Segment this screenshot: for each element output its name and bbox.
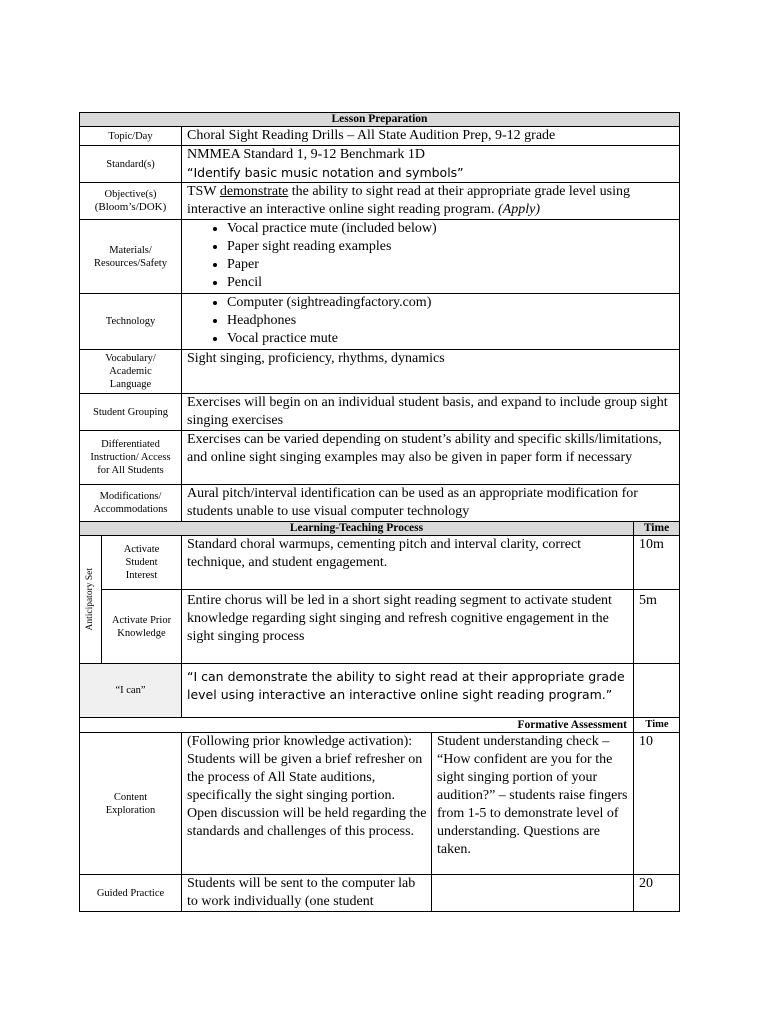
vocabulary-value: Sight singing, proficiency, rhythms, dynamics	[182, 350, 680, 394]
i-can-time	[634, 664, 680, 718]
objectives-label-line-1: Objective(s)	[104, 189, 157, 200]
lesson-preparation-title: Lesson Preparation	[80, 113, 680, 127]
table-row	[80, 183, 680, 220]
topic-value: Choral Sight Reading Drills – All State Audition Prep, 9-12 grade	[182, 127, 680, 146]
table-row	[80, 875, 680, 912]
technology-list	[187, 294, 675, 348]
technology-list-cell	[182, 294, 680, 350]
differentiated-label-line-2: Instruction/ Access	[90, 452, 171, 463]
table-row	[80, 536, 680, 590]
learning-teaching-header-row	[80, 522, 680, 536]
content-exploration-label	[80, 733, 182, 875]
vocabulary-label-line-3: Language	[109, 379, 152, 390]
table-row	[80, 220, 680, 294]
standards-value	[182, 146, 680, 183]
learning-teaching-title: Learning-Teaching Process	[80, 522, 634, 536]
objectives-label	[80, 183, 182, 220]
activate-interest-label-line-2: Student	[125, 557, 158, 568]
materials-list	[187, 220, 675, 292]
differentiated-label-line-3: for All Students	[97, 465, 164, 476]
activate-interest-time: 10m	[634, 536, 680, 590]
student-grouping-value: Exercises will begin on an individual student basis, and expand to include group sight singing exercises	[182, 394, 680, 431]
materials-label-line-1: Materials/	[109, 244, 152, 256]
content-exploration-time: 10	[634, 733, 680, 875]
formative-assessment-title: Formative Assessment	[80, 718, 634, 733]
modifications-label	[80, 485, 182, 522]
lesson-plan-document	[79, 112, 679, 912]
guided-practice-time: 20	[634, 875, 680, 912]
content-exploration-label-line-2: Exploration	[105, 804, 156, 816]
differentiated-label	[80, 431, 182, 485]
materials-list-cell	[182, 220, 680, 294]
activate-interest-label-line-3: Interest	[125, 570, 158, 581]
list-item: • Paper	[227, 256, 675, 274]
activate-interest-label-line-1: Activate	[123, 544, 160, 555]
list-item: • Headphones	[227, 312, 675, 330]
student-grouping-label: Student Grouping	[80, 394, 182, 431]
list-item: • Computer (sightreadingfactory.com)	[227, 294, 675, 312]
lesson-preparation-header-row	[80, 113, 680, 127]
guided-practice-label: Guided Practice	[80, 875, 182, 912]
objectives-value	[182, 183, 680, 220]
content-exploration-assessment: Student understanding check – “How confident are you for the sight singing portion of your audition?” – students raise fingers from 1-5 to demonstrate level of understanding. Questions are taken.	[432, 733, 634, 875]
content-exploration-value: (Following prior knowledge activation): Students will be given a brief refresher on the process of All State auditions, specifically the sight singing portion. Open discussion will be held regarding the standards and challenges of this process.	[182, 733, 432, 875]
table-row	[80, 431, 680, 485]
list-item: • Vocal practice mute	[227, 330, 675, 348]
objective-verb: demonstrate	[219, 184, 289, 199]
content-exploration-label-line-1: Content	[113, 791, 148, 803]
activate-prior-time: 5m	[634, 590, 680, 664]
materials-label-line-2: Resources/Safety	[94, 257, 167, 269]
table-row	[80, 733, 680, 875]
objective-text-pre: TSW	[187, 184, 220, 199]
time-header: Time	[634, 522, 680, 536]
list-item: • Paper sight reading examples	[227, 238, 675, 256]
standards-line-1: NMMEA Standard 1, 9-12 Benchmark 1D	[187, 147, 425, 162]
activate-prior-value: Entire chorus will be led in a short sight reading segment to activate student knowledge regarding sight singing and refresh cognitive engagement in the sight singing process	[182, 590, 634, 664]
guided-practice-value: Students will be sent to the computer lab to work individually (one student	[182, 875, 432, 912]
table-row	[80, 146, 680, 183]
anticipatory-set-label: Anticipatory Set	[85, 568, 95, 631]
standards-label: Standard(s)	[80, 146, 182, 183]
differentiated-value: Exercises can be varied depending on student’s ability and specific skills/limitations, and online sight singing examples may also be given in paper form if necessary	[182, 431, 680, 485]
activate-prior-label-line-2: Knowledge	[117, 627, 166, 639]
i-can-label: “I can”	[80, 664, 182, 718]
list-item: • Vocal practice mute (included below)	[227, 220, 675, 238]
formative-header-row	[80, 718, 680, 733]
table-row	[80, 127, 680, 146]
table-row	[80, 664, 680, 718]
list-item: • Pencil	[227, 274, 675, 292]
modifications-label-line-1: Modifications/	[99, 491, 162, 502]
vocabulary-label-line-2: Academic	[109, 366, 152, 377]
table-row	[80, 350, 680, 394]
differentiated-label-line-1: Differentiated	[101, 439, 160, 450]
objective-text-post: the ability to sight read at their appropriate grade level using interactive an interactive online sight reading program.	[187, 184, 630, 217]
table-row	[80, 394, 680, 431]
i-can-value: “I can demonstrate the ability to sight read at their appropriate grade level using interactive an interactive online sight reading program.”	[182, 664, 634, 718]
technology-label: Technology	[80, 294, 182, 350]
objectives-label-line-2: (Bloom’s/DOK)	[94, 201, 167, 213]
lesson-plan-table	[79, 112, 680, 912]
table-row	[80, 485, 680, 522]
table-row	[80, 590, 680, 664]
activate-interest-value: Standard choral warmups, cementing pitch and interval clarity, correct technique, and student engagement.	[182, 536, 634, 590]
anticipatory-set-label-cell	[80, 536, 102, 664]
vocabulary-label-line-1: Vocabulary/	[105, 353, 156, 364]
activate-interest-label	[102, 536, 182, 590]
formative-time-header: Time	[634, 718, 680, 733]
topic-label: Topic/Day	[80, 127, 182, 146]
table-row	[80, 294, 680, 350]
modifications-value: Aural pitch/interval identification can be used as an appropriate modification for students unable to use visual computer technology	[182, 485, 680, 522]
objective-level: (Apply)	[498, 202, 540, 217]
standards-line-2: “Identify basic music notation and symbols”	[187, 165, 464, 180]
activate-prior-label	[102, 590, 182, 664]
guided-practice-assessment	[432, 875, 634, 912]
materials-label	[80, 220, 182, 294]
activate-prior-label-line-1: Activate Prior	[111, 614, 172, 626]
modifications-label-line-2: Accommodations	[93, 504, 168, 515]
vocabulary-label	[80, 350, 182, 394]
